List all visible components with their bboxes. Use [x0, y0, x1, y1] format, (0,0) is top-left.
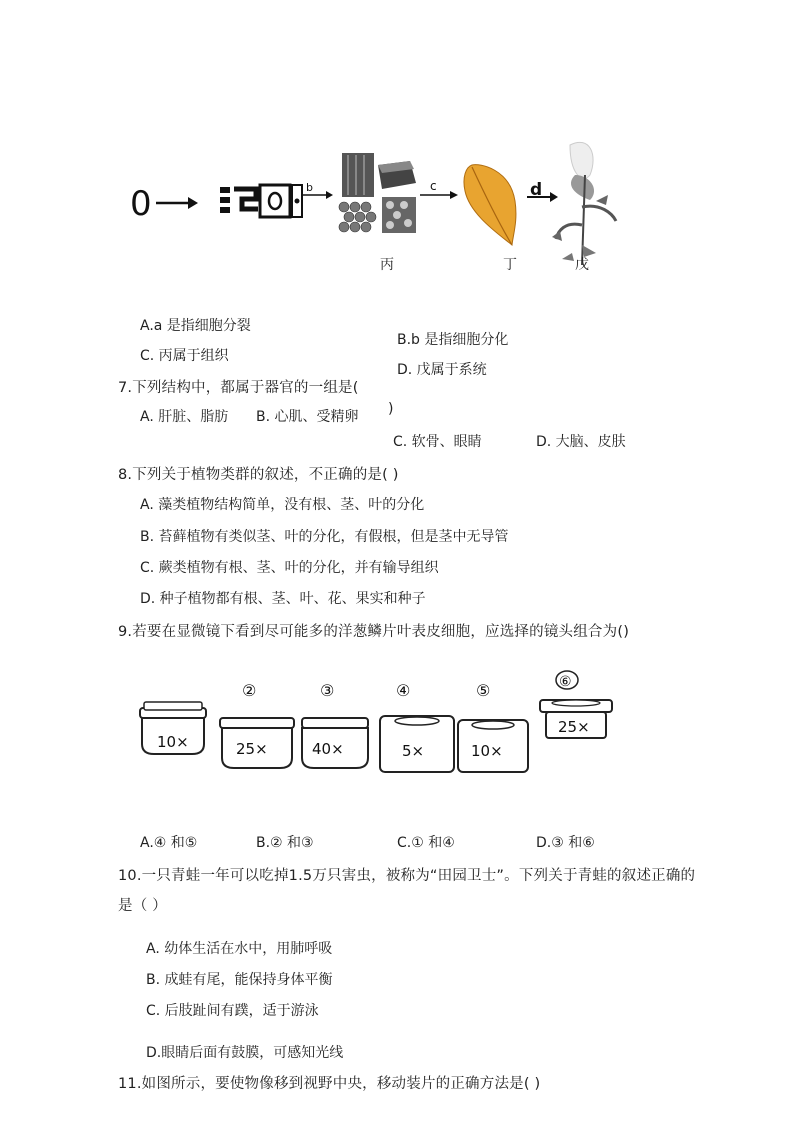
- lens-2: [220, 681, 294, 768]
- lens-6-num: ⑥: [559, 674, 572, 690]
- q9-option-a: A.④ 和⑤: [140, 835, 198, 851]
- lens-6: [540, 671, 612, 738]
- tissue-images: [339, 153, 416, 233]
- lens-2-num: ②: [242, 681, 257, 700]
- q9-option-b: B.② 和③: [256, 835, 314, 851]
- q6-option-d: D. 戊属于系统: [397, 362, 487, 378]
- q6-option-c: C. 丙属于组织: [140, 348, 229, 364]
- lens-3: [302, 681, 368, 768]
- lens-6-mag: 25×: [558, 718, 590, 736]
- figure-label-d: d: [530, 180, 543, 200]
- lens-4-mag: 5×: [402, 742, 425, 760]
- figure-label-wu: 戊: [575, 257, 589, 273]
- q7-close-paren: ): [388, 401, 394, 417]
- q10-stem-line1: 10.一只青蛙一年可以吃掉1.5万只害虫，被称为“田园卫士”。下列关于青蛙的叙述正确的: [118, 868, 696, 884]
- figure-label-b: b: [306, 181, 313, 194]
- cell-division-image: [220, 185, 302, 217]
- q8-stem: 8.下列关于植物类群的叙述，不正确的是( ): [118, 467, 399, 483]
- q8-option-d: D. 种子植物都有根、茎、叶、花、果实和种子: [140, 591, 426, 607]
- q9-option-d: D.③ 和⑥: [536, 835, 595, 851]
- lens-4: [380, 681, 454, 772]
- arrow-a-head: [188, 197, 198, 209]
- q9-stem: 9.若要在显微镜下看到尽可能多的洋葱鳞片叶表皮细胞，应选择的镜头组合为(): [118, 624, 630, 640]
- q10-option-a: A. 幼体生活在水中，用肺呼吸: [146, 941, 333, 957]
- lens-4-num: ④: [396, 681, 411, 700]
- lens-figure: [130, 668, 630, 783]
- q6-option-a: A.a 是指细胞分裂: [140, 318, 251, 334]
- q7-option-a: A. 肝脏、脂肪: [140, 409, 229, 425]
- plant-image: [552, 142, 616, 265]
- q6-option-b: B.b 是指细胞分化: [397, 332, 509, 348]
- leaf-image: [464, 165, 516, 245]
- figure-label-bing: 丙: [380, 257, 394, 273]
- lens-1-mag: 10×: [157, 733, 189, 751]
- figure-label-c: c: [430, 179, 437, 193]
- q8-option-c: C. 蕨类植物有根、茎、叶的分化，并有输导组织: [140, 560, 439, 576]
- lens-3-mag: 40×: [312, 740, 344, 758]
- lens-3-num: ③: [320, 681, 335, 700]
- q8-option-a: A. 藻类植物结构简单，没有根、茎、叶的分化: [140, 497, 425, 513]
- q7-stem: 7.下列结构中，都属于器官的一组是(: [118, 380, 359, 396]
- lens-5-num: ⑤: [476, 681, 491, 700]
- q10-option-b: B. 成蛙有尾，能保持身体平衡: [146, 972, 333, 988]
- q10-option-c: C. 后肢趾间有蹼，适于游泳: [146, 1003, 319, 1019]
- q7-option-d: D. 大脑、皮肤: [536, 434, 626, 450]
- q11-stem: 11.如图所示，要使物像移到视野中央，移动装片的正确方法是( ): [118, 1076, 541, 1092]
- figure-start-label: 0: [130, 184, 152, 224]
- lens-5: [458, 681, 528, 772]
- q9-option-c: C.① 和④: [397, 835, 455, 851]
- q8-option-b: B. 苔藓植物有类似茎、叶的分化，有假根，但是茎中无导管: [140, 529, 509, 545]
- lens-2-mag: 25×: [236, 740, 268, 758]
- lens-1: [140, 702, 206, 754]
- q7-option-c: C. 软骨、眼睛: [393, 434, 482, 450]
- q10-option-d: D.眼睛后面有鼓膜，可感知光线: [146, 1045, 344, 1061]
- lens-5-mag: 10×: [471, 742, 503, 760]
- q10-stem-line2: 是（ ）: [118, 898, 167, 914]
- figure-label-ding: 丁: [503, 257, 517, 273]
- q7-option-b: B. 心肌、受精卵: [256, 409, 359, 425]
- development-figure: [120, 135, 640, 280]
